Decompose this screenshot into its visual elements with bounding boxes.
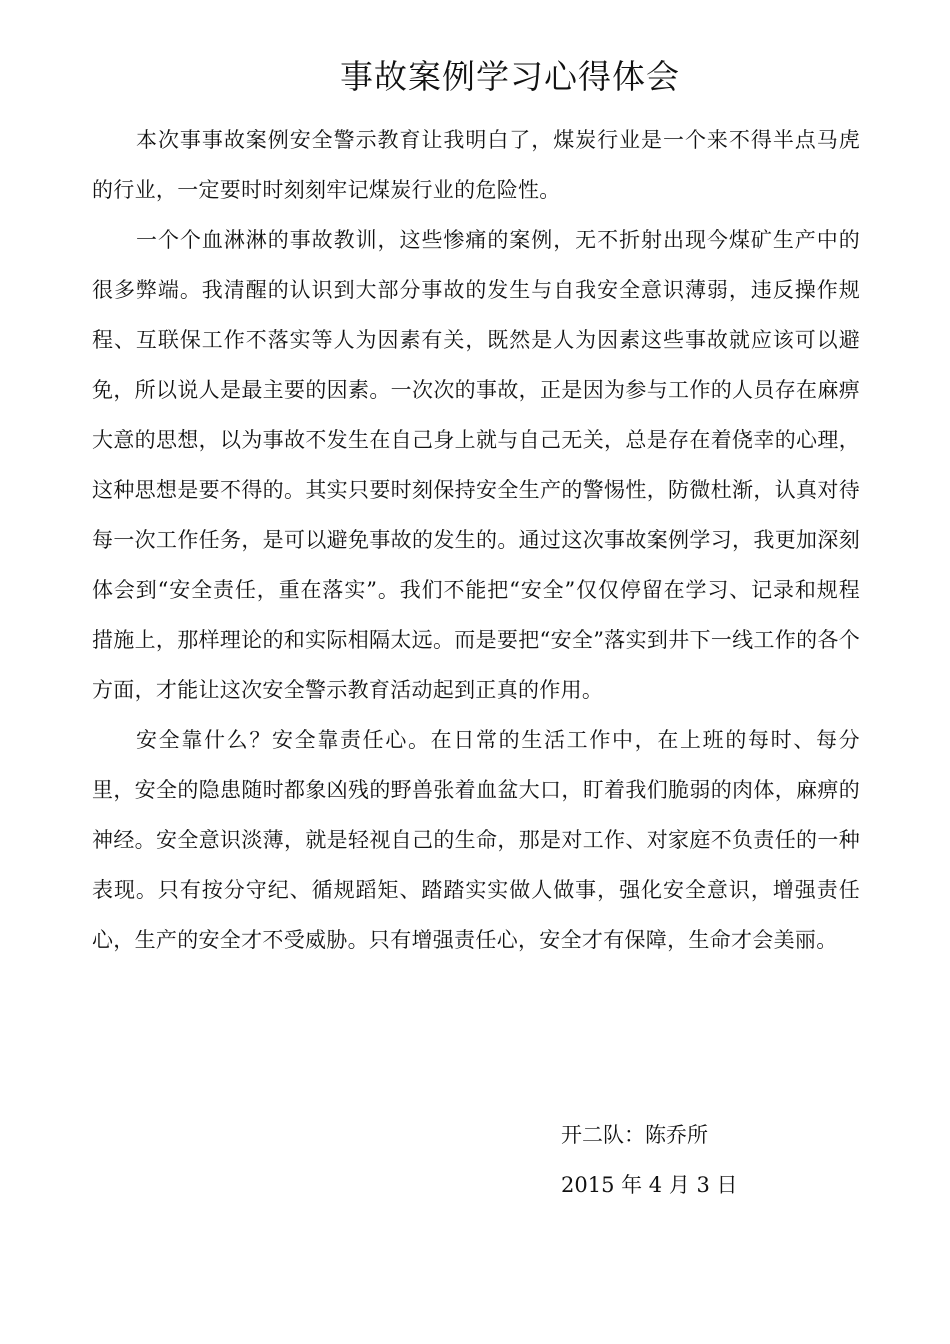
signature-author: 开二队：陈乔所	[561, 1123, 708, 1147]
document-body	[92, 115, 860, 965]
signature-block	[561, 1110, 881, 1210]
signature-date: 2015 年 4 月 3 日	[561, 1173, 738, 1197]
paragraph-3: 安全靠什么？安全靠责任心。在日常的生活工作中，在上班的每时、每分里，安全的隐患随时都象凶残的野兽张着血盆大口，盯着我们脆弱的肉体，麻痹的神经。安全意识淡薄，就是轻视自己的生命，那是对工作、对家庭不负责任的一种表现。只有按分守纪、循规蹈矩、踏踏实实做人做事，强化安全意识，增强责任心，生产的安全才不受威胁。只有增强责任心，安全才有保障，生命才会美丽。	[92, 728, 860, 952]
paragraph-1: 本次事事故案例安全警示教育让我明白了，煤炭行业是一个来不得半点马虎的行业，一定要时时刻刻牢记煤炭行业的危险性。	[92, 128, 860, 202]
paragraph-2: 一个个血淋淋的事故教训，这些惨痛的案例，无不折射出现今煤矿生产中的很多弊端。我清醒的认识到大部分事故的发生与自我安全意识薄弱，违反操作规程、互联保工作不落实等人为因素有关，既然是人为因素这些事故就应该可以避免，所以说人是最主要的因素。一次次的事故，正是因为参与工作的人员存在麻痹大意的思想，以为事故不发生在自己身上就与自己无关，总是存在着侥幸的心理，这种思想是要不得的。其实只要时刻保持安全生产的警惕性，防微杜渐，认真对待每一次工作任务，是可以避免事故的发生的。通过这次事故案例学习，我更加深刻体会到“安全责任，重在落实”。我们不能把“安全”仅仅停留在学习、记录和规程措施上，那样理论的和实际相隔太远。而是要把“安全”落实到井下一线工作的各个方面，才能让这次安全警示教育活动起到正真的作用。	[92, 228, 860, 702]
document-title: 事故案例学习心得体会	[340, 57, 680, 96]
